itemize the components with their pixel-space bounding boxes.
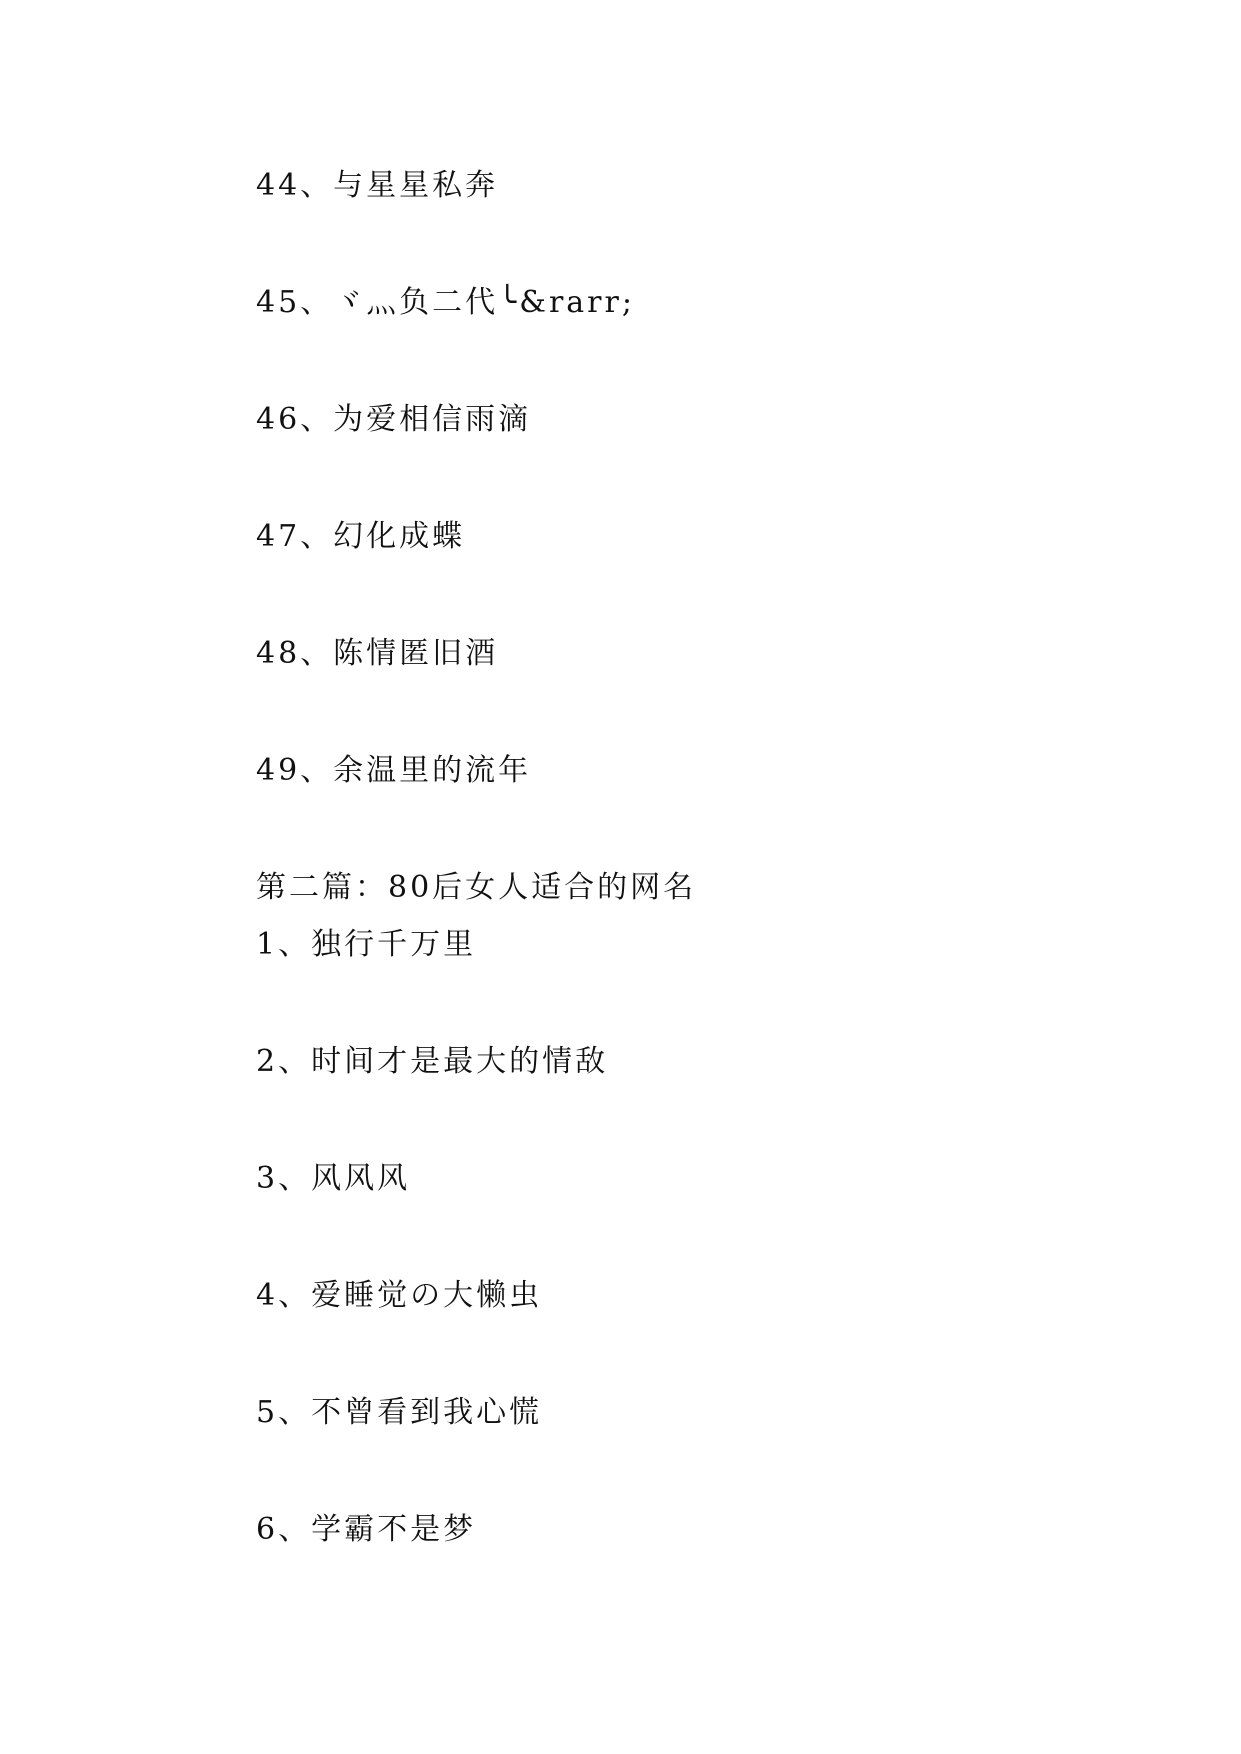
list-item: 5、不曾看到我心慌 xyxy=(256,1395,543,1430)
list-item: 49、余温里的流年 xyxy=(256,753,532,788)
list-item: 44、与星星私奔 xyxy=(256,168,499,203)
list-item: 2、时间才是最大的情敌 xyxy=(256,1044,609,1079)
list-item: 3、风风风 xyxy=(256,1161,411,1196)
list-item: 46、为爱相信雨滴 xyxy=(256,402,532,437)
list-item: 47、幻化成蝶 xyxy=(256,519,466,554)
list-item: 4、爱睡觉の大懒虫 xyxy=(256,1278,543,1313)
list-item: 1、独行千万里 xyxy=(256,927,477,962)
section-heading: 第二篇：80后女人适合的网名 xyxy=(256,870,697,905)
list-item: 6、学霸不是梦 xyxy=(256,1512,477,1547)
list-item: 45、ヾ灬负二代╰&rarr; xyxy=(256,285,635,320)
list-item: 48、陈情匿旧酒 xyxy=(256,636,499,671)
